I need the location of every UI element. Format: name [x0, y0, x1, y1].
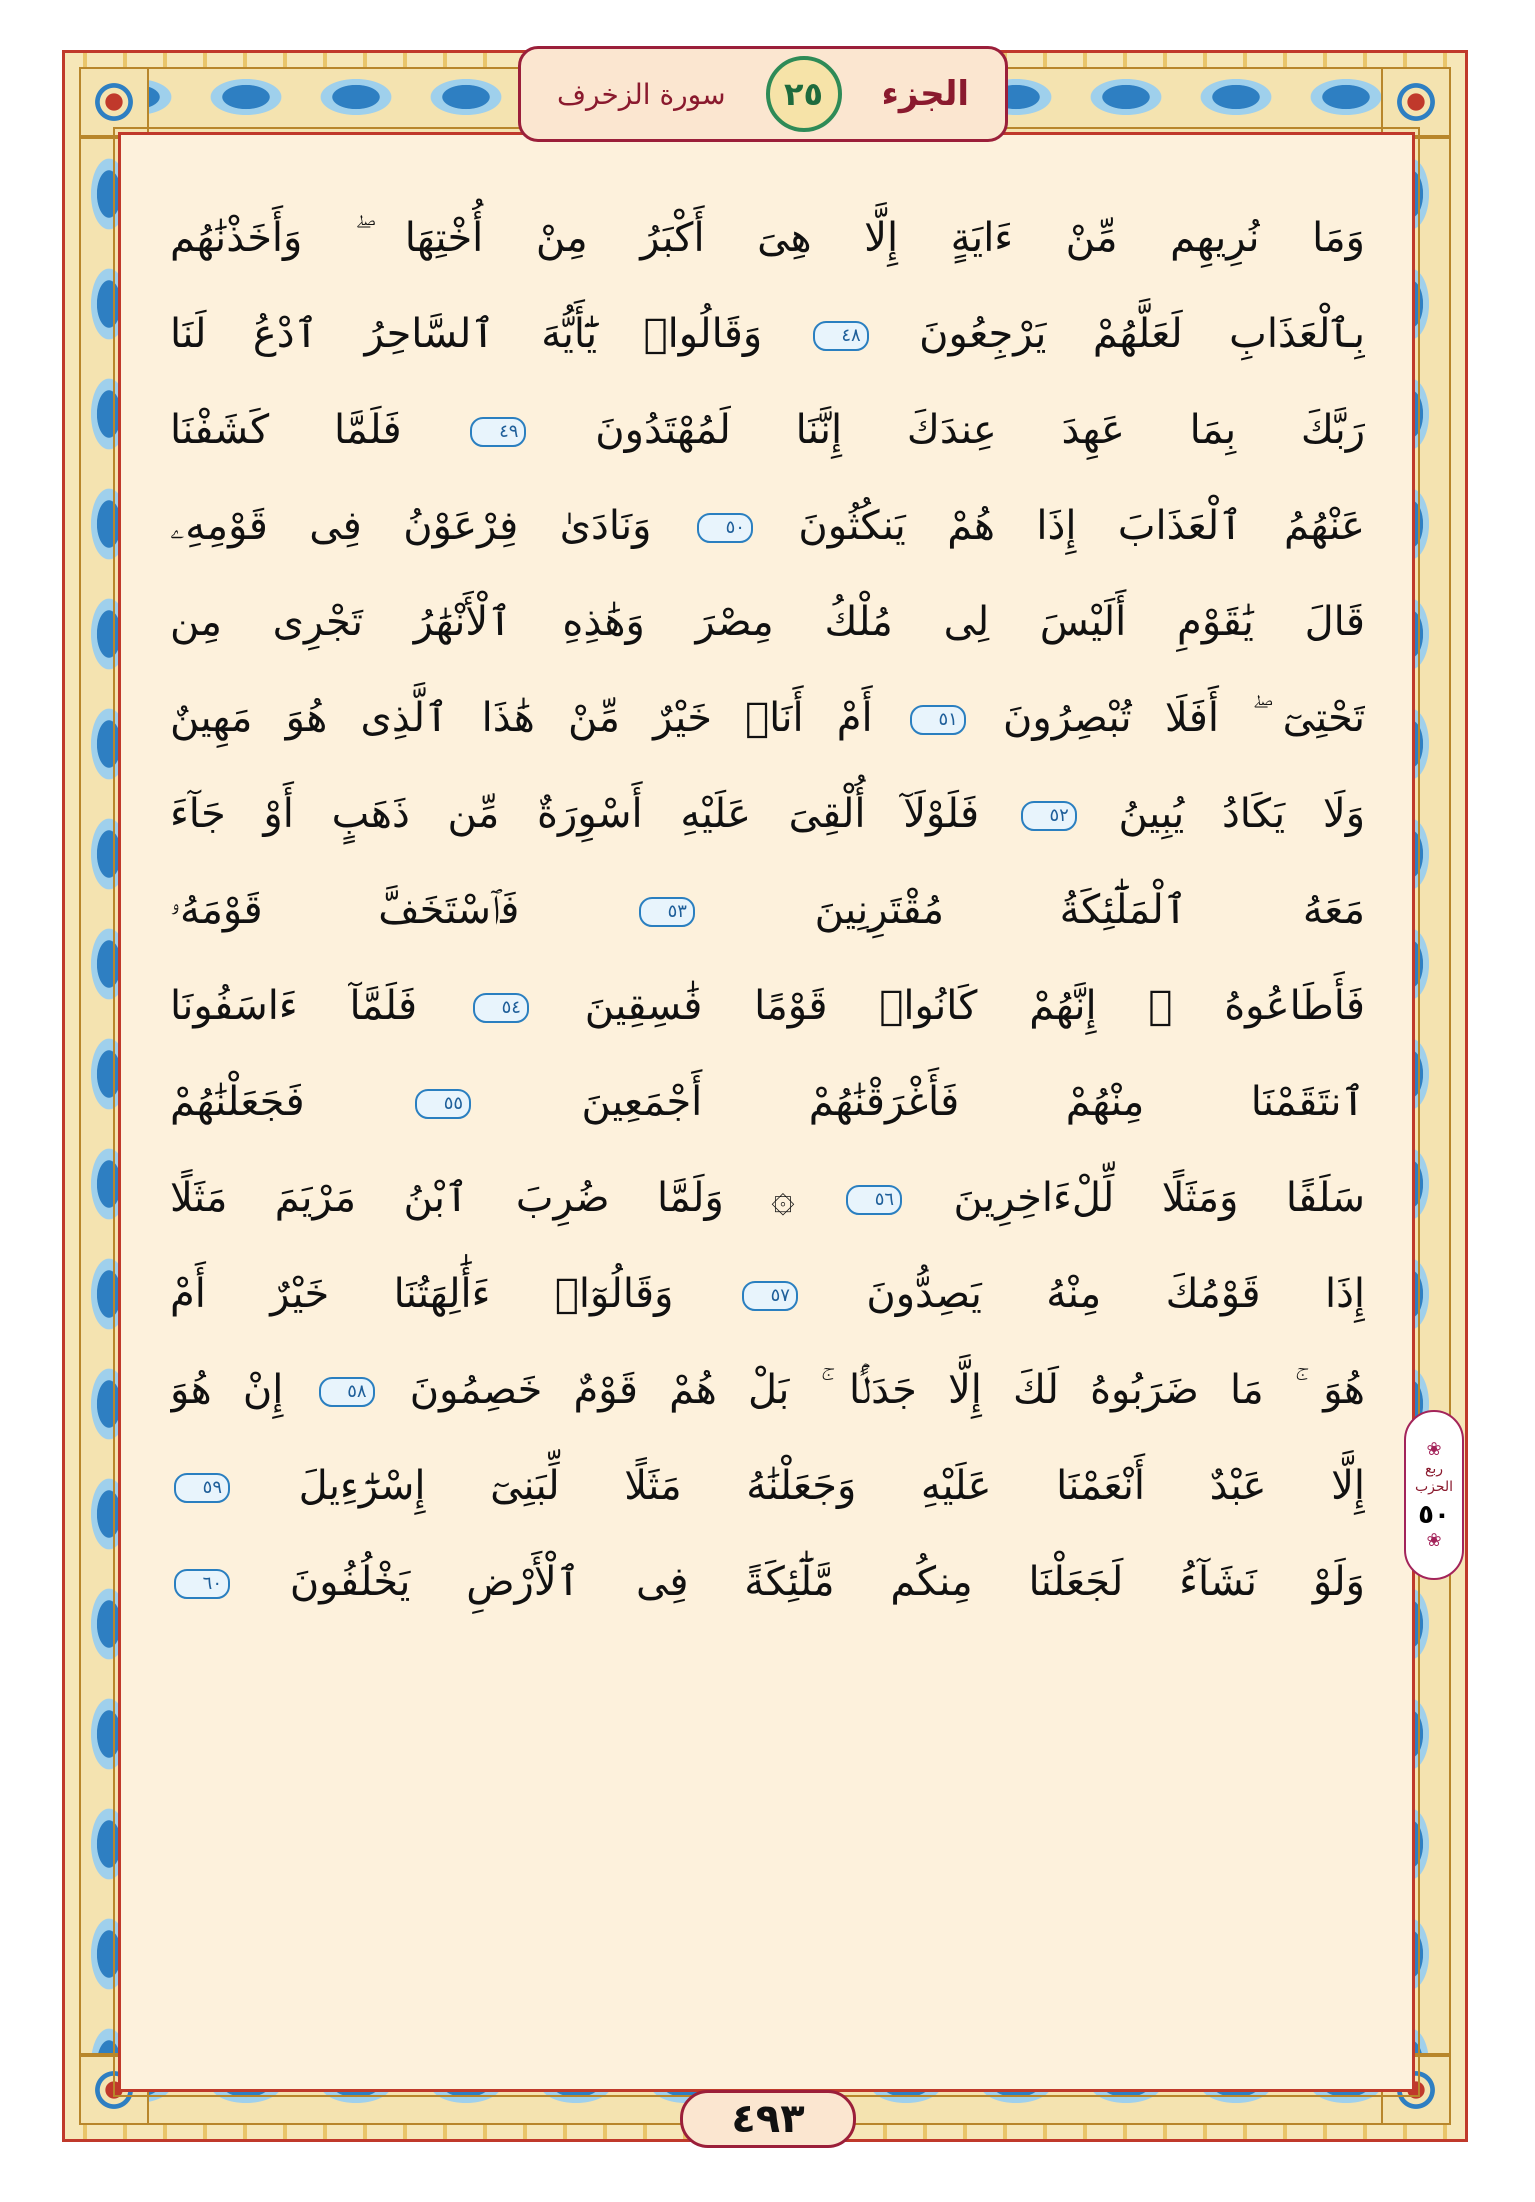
verse-text: ٱنتَقَمْنَا مِنْهُمْ فَأَغْرَقْنَٰهُمْ أَجْمَعِينَ — [581, 1079, 1365, 1125]
verse-text: فَلَمَّا كَشَفْنَا — [170, 407, 402, 453]
ayah-number-marker: ٤٨ — [813, 321, 869, 351]
verse-text: مَعَهُ ٱلْمَلَٰٓئِكَةُ مُقْتَرِنِينَ — [814, 887, 1365, 933]
verse-text: عَنْهُمُ ٱلْعَذَابَ إِذَا هُمْ يَنكُثُونَ — [798, 503, 1365, 549]
ayah-number-marker: ٥٩ — [174, 1473, 230, 1503]
verse-text: إِذَا قَوْمُكَ مِنْهُ يَصِدُّونَ — [866, 1271, 1365, 1317]
verse-line — [170, 862, 1365, 958]
verse-text: وَمَا نُرِيهِم مِّنْ ءَايَةٍ إِلَّا هِىَ أَكْبَرُ مِنْ أُخْتِهَا ۖ وَأَخَذْنَٰهُم — [170, 215, 1365, 261]
ayah-number-marker: ٥٨ — [319, 1377, 375, 1407]
frame-corner-ornament — [79, 67, 149, 137]
juz-label: الجزء — [881, 74, 969, 114]
verse-text: وَلَا يَكَادُ يُبِينُ — [1118, 791, 1365, 837]
surah-name: سورة الزخرف — [557, 77, 726, 111]
verse-text: فَجَعَلْنَٰهُمْ — [170, 1079, 305, 1125]
verse-line — [170, 1246, 1365, 1342]
verse-text: ۞ وَلَمَّا ضُرِبَ ٱبْنُ مَرْيَمَ مَثَلًا — [170, 1175, 795, 1221]
verse-text: أَمْ أَنَا۠ خَيْرٌ مِّنْ هَٰذَا ٱلَّذِى هُوَ مَهِينٌ — [170, 695, 873, 741]
verse-text: وَنَادَىٰ فِرْعَوْنُ فِى قَوْمِهِۦ — [170, 503, 652, 549]
page-header — [518, 46, 1008, 142]
ayah-number-marker: ٦٠ — [174, 1569, 230, 1599]
hizb-label: ربع الحزب — [1414, 1461, 1454, 1495]
quran-text — [170, 190, 1365, 1630]
verse-line — [170, 286, 1365, 382]
verse-text: سَلَفًا وَمَثَلًا لِّلْءَاخِرِينَ — [953, 1175, 1365, 1221]
verse-text: تَحْتِىٓ ۖ أَفَلَا تُبْصِرُونَ — [1003, 695, 1365, 741]
ayah-number-marker: ٤٩ — [470, 417, 526, 447]
hizb-marker — [1404, 1410, 1464, 1580]
verse-line — [170, 382, 1365, 478]
frame-corner-ornament — [1381, 67, 1451, 137]
ayah-number-marker: ٥٦ — [846, 1185, 902, 1215]
verse-text: وَلَوْ نَشَآءُ لَجَعَلْنَا مِنكُم مَّلَٰٓئِكَةً فِى ٱلْأَرْضِ يَخْلُفُونَ — [289, 1559, 1365, 1605]
verse-text: وَقَالُوا۟ يَٰٓأَيُّهَ ٱلسَّاحِرُ ٱدْعُ لَنَا — [170, 311, 763, 357]
verse-text: إِنْ هُوَ — [170, 1367, 284, 1413]
ayah-number-marker: ٥٠ — [697, 513, 753, 543]
juz-number-badge: ٢٥ — [766, 56, 842, 132]
verse-line — [170, 574, 1365, 670]
verse-text: فَلَوْلَآ أُلْقِىَ عَلَيْهِ أَسْوِرَةٌ مِّن ذَهَبٍ أَوْ جَآءَ — [170, 791, 980, 837]
page-number: ٤٩٣ — [680, 2090, 856, 2148]
verse-text: بِٱلْعَذَابِ لَعَلَّهُمْ يَرْجِعُونَ — [919, 311, 1365, 357]
verse-line — [170, 190, 1365, 286]
ayah-number-marker: ٥٣ — [639, 897, 695, 927]
verse-text: وَقَالُوٓا۟ ءَأَٰلِهَتُنَا خَيْرٌ أَمْ — [170, 1271, 674, 1317]
verse-text: قَالَ يَٰقَوْمِ أَلَيْسَ لِى مُلْكُ مِصْرَ وَهَٰذِهِ ٱلْأَنْهَٰرُ تَجْرِى مِن — [170, 599, 1365, 645]
verse-text: فَأَطَاعُوهُ ۚ إِنَّهُمْ كَانُوا۟ قَوْمًا فَٰسِقِينَ — [584, 983, 1365, 1029]
verse-line — [170, 1534, 1365, 1630]
ayah-number-marker: ٥١ — [910, 705, 966, 735]
verse-line — [170, 1054, 1365, 1150]
verse-line — [170, 1438, 1365, 1534]
hizb-number: ٥٠ — [1418, 1500, 1450, 1530]
verse-line — [170, 1150, 1365, 1246]
hizb-ornament-icon: ❀ — [1426, 1530, 1442, 1551]
verse-line — [170, 670, 1365, 766]
hizb-ornament-icon: ❀ — [1426, 1439, 1442, 1460]
verse-text: هُوَ ۚ مَا ضَرَبُوهُ لَكَ إِلَّا جَدَلًۢا ۚ بَلْ هُمْ قَوْمٌ خَصِمُونَ — [409, 1367, 1365, 1413]
verse-text: فَلَمَّآ ءَاسَفُونَا — [170, 983, 418, 1029]
verse-text: إِلَّا عَبْدٌ أَنْعَمْنَا عَلَيْهِ وَجَعَلْنَٰهُ مَثَلًا لِّبَنِىٓ إِسْرَٰٓءِيلَ — [298, 1463, 1365, 1509]
verse-line — [170, 1342, 1365, 1438]
ayah-number-marker: ٥٢ — [1021, 801, 1077, 831]
verse-text: رَبَّكَ بِمَا عَهِدَ عِندَكَ إِنَّنَا لَمُهْتَدُونَ — [595, 407, 1365, 453]
ayah-number-marker: ٥٧ — [742, 1281, 798, 1311]
verse-line — [170, 478, 1365, 574]
verse-line — [170, 958, 1365, 1054]
ayah-number-marker: ٥٤ — [473, 993, 529, 1023]
ayah-number-marker: ٥٥ — [415, 1089, 471, 1119]
verse-line — [170, 766, 1365, 862]
verse-text: فَٱسْتَخَفَّ قَوْمَهُۥ — [170, 887, 520, 933]
